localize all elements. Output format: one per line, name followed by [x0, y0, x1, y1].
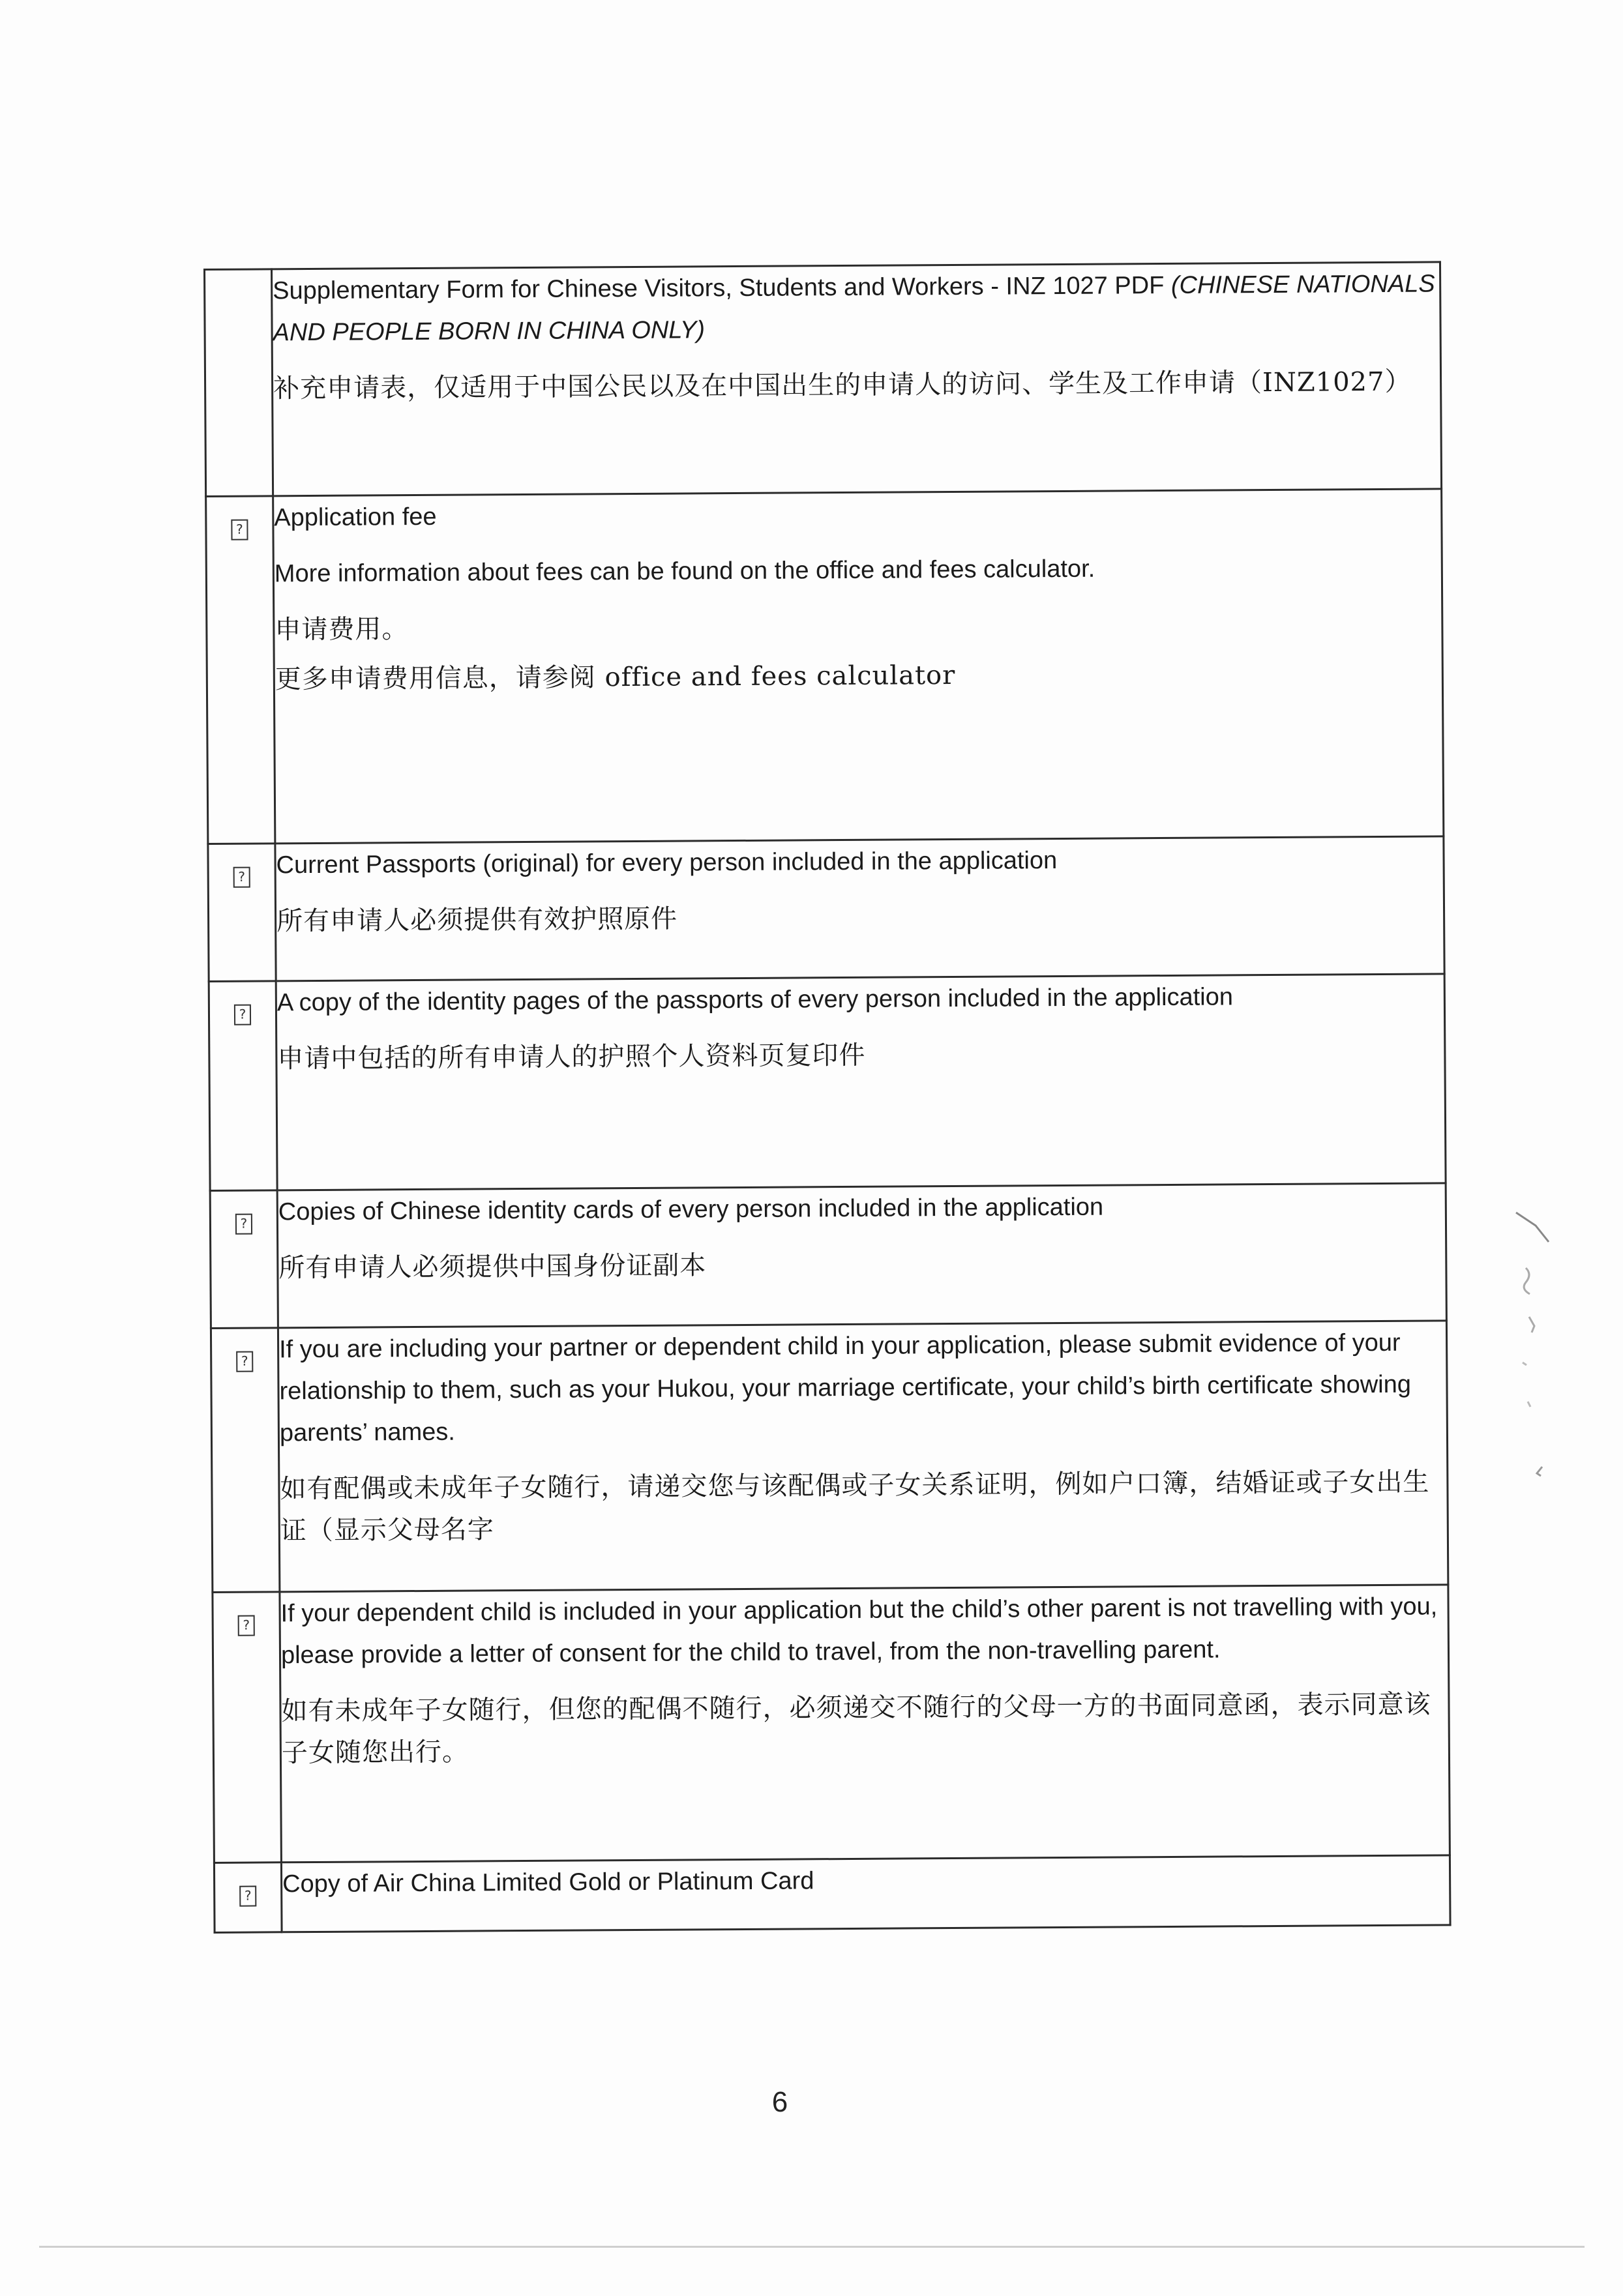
- item-english-text: If you are including your partner or dependent child in your application, please submit evidence of your relationship to them, such as your Hukou, your marriage certificate, your child’s birth certificate showing parents’ names.: [279, 1329, 1412, 1447]
- content-cell: [280, 1585, 1450, 1862]
- item-english-italic-note: (CHINESE NATIONALS AND PEOPLE BORN IN CHINA ONLY): [273, 270, 1435, 347]
- item-chinese-text: 如有未成年子女随行，但您的配偶不随行，必须递交不随行的父母一方的书面同意函，表示同意该子女随您出行。: [281, 1689, 1431, 1769]
- checkbox-cell: [205, 269, 273, 497]
- checkbox-cell: [210, 1190, 278, 1329]
- checklist-row-relationship-evidence: [211, 1321, 1448, 1593]
- item-english-text: Supplementary Form for Chinese Visitors, Students and Workers - INZ 1027 PDF (CHINESE NATIONALS AND PEOPLE BORN IN CHINA ONLY): [273, 270, 1435, 347]
- checkbox-icon[interactable]: ?: [236, 1351, 253, 1372]
- item-english-text: A copy of the identity pages of the passports of every person included in the application: [276, 983, 1234, 1017]
- item-english-text-2: More information about fees can be found on the office and fees calculator.: [274, 555, 1095, 588]
- checkbox-cell: [209, 981, 277, 1191]
- content-cell: [276, 974, 1446, 1190]
- checkbox-icon[interactable]: ?: [234, 1005, 251, 1025]
- item-chinese-text: 申请费用。: [275, 614, 409, 645]
- content-cell: [273, 489, 1444, 844]
- content-cell: [278, 1321, 1448, 1592]
- checkbox-icon[interactable]: ?: [239, 1886, 256, 1907]
- page-number: 6: [771, 2086, 788, 2118]
- checkbox-cell: [211, 1328, 279, 1593]
- item-chinese-text: 补充申请表，仅适用于中国公民以及在中国出生的申请人的访问、学生及工作申请（INZ1027）: [273, 366, 1412, 404]
- content-cell: [272, 262, 1442, 496]
- scan-edge-line: [39, 2246, 1585, 2248]
- checkbox-icon[interactable]: ?: [231, 520, 248, 540]
- item-chinese-text: 申请中包括的所有申请人的护照个人资料页复印件: [277, 1040, 866, 1074]
- checkbox-cell: [208, 844, 276, 982]
- item-chinese-text-2: 更多申请费用信息，请参阅 office and fees calculator: [275, 660, 956, 695]
- checkbox-icon[interactable]: ?: [233, 867, 250, 888]
- item-english-text: Copy of Air China Limited Gold or Platinum Card: [282, 1867, 814, 1898]
- checkbox-icon[interactable]: ?: [235, 1214, 252, 1235]
- scan-margin-marks: [1510, 1206, 1562, 1499]
- item-english-text: Application fee: [274, 503, 437, 532]
- checklist-row-passport-identity-pages: [209, 974, 1446, 1191]
- content-cell: [281, 1855, 1450, 1932]
- item-chinese-text: 所有申请人必须提供有效护照原件: [276, 904, 678, 937]
- checklist-row-air-china-card: [214, 1855, 1450, 1933]
- content-cell: [275, 836, 1444, 981]
- checklist-row-application-fee: [206, 489, 1444, 844]
- checkbox-cell: [214, 1862, 282, 1933]
- item-english-text: Copies of Chinese identity cards of every person included in the application: [278, 1193, 1104, 1226]
- checkbox-icon[interactable]: ?: [238, 1615, 255, 1636]
- checklist-row-parental-consent: [213, 1585, 1450, 1863]
- content-cell: [277, 1183, 1446, 1328]
- checklist-row-chinese-identity-cards: [210, 1183, 1446, 1329]
- checkbox-cell: [206, 496, 275, 844]
- item-chinese-text: 所有申请人必须提供中国身份证副本: [278, 1250, 707, 1284]
- item-english-text: If your dependent child is included in your application but the child’s other parent is not travelling with you, please provide a letter of consent for the child to travel, from the non-travelling parent.: [280, 1593, 1438, 1670]
- document-checklist-table: [203, 261, 1452, 1934]
- checkbox-cell: [213, 1592, 282, 1863]
- item-english-text: Current Passports (original) for every person included in the application: [276, 847, 1058, 879]
- item-chinese-text: 如有配偶或未成年子女随行，请递交您与该配偶或子女关系证明，例如户口簿，结婚证或子女出生证（显示父母名字: [280, 1467, 1430, 1546]
- checklist-row-current-passports: [208, 836, 1444, 982]
- checklist-row-supplementary-form: [205, 262, 1442, 497]
